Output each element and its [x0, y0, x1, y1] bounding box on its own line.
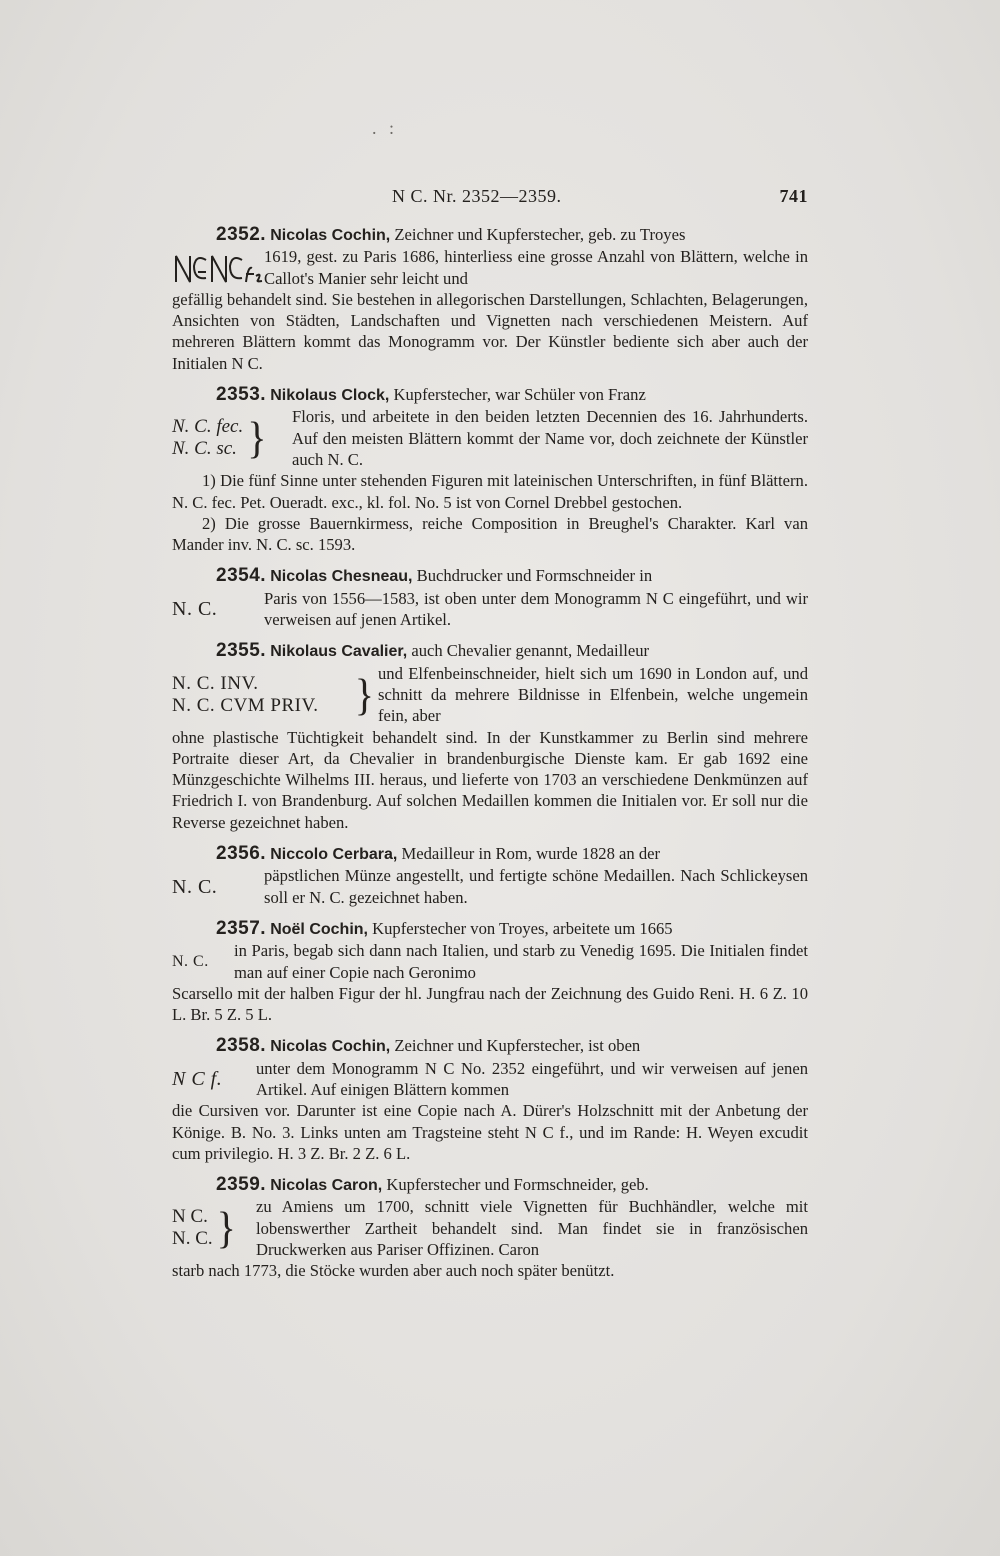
monogram-line: N. C. sc. [172, 438, 237, 460]
brace: } [354, 669, 374, 719]
monogram: N. C. [172, 952, 209, 970]
monogram-image [172, 248, 264, 288]
monogram-block [172, 663, 808, 727]
entry-side-text: Paris von 1556—1583, ist oben unter dem Monogramm N C eingeführt, und wir verweisen auf jenen Artikel. [264, 588, 808, 630]
entry-side-text: Floris, und arbeitete in den beiden letzten Decennien des 16. Jahrhunderts. Auf den meisten Blättern kommt der Name vor, doch zeichnete der Künstler auch N. C. [292, 407, 808, 469]
entry-2353 [172, 384, 808, 555]
entry-head-text: auch Chevalier genannt, Medailleur [411, 641, 650, 661]
entry-body: starb nach 1773, die Stöcke wurden aber auch noch später benützt. [172, 1261, 615, 1281]
monogram: N. C. [172, 875, 218, 898]
entry-side-text: und Elfenbeinschneider, hielt sich um 1690 in London auf, und schnitt da mehrere Bildnisse in Elfenbein, welche ungemein fein, aber [378, 663, 808, 726]
page-number: 741 [779, 186, 808, 206]
entry-head-text: Kupferstecher von Troyes, arbeitete um 1665 [372, 918, 673, 938]
monogram-line: N. C. fec. [172, 416, 244, 438]
entry-side-text: unter dem Monogramm N C No. 2352 eingeführt, und wir verweisen auf jenen Artikel. Auf einigen Blättern kommen [256, 1058, 808, 1099]
entry-side-text: in Paris, begab sich dann nach Italien, und starb zu Venedig 1695. Die Initialen findet man auf einer Copie nach Geronimo [234, 941, 808, 982]
entry-head-text: Kupferstecher, war Schüler von Franz [393, 385, 646, 405]
entry-body: gefällig behandelt sind. Sie bestehen in allegorischen Darstellungen, Schlachten, Belagerungen, Ansichten von Städten, Landschaften und Vignetten nach verschiedenen Meistern. Auf mehreren Blättern kommt das Monogramm vor. Der Künstler bediente sich aber auch der Initialen N C. [172, 289, 808, 373]
entry-head-text: Medailleur in Rom, wurde 1828 an der [401, 844, 661, 864]
monogram-block [172, 1058, 808, 1101]
monogram-line: N. C. INV. [172, 672, 259, 694]
monogram-block [172, 406, 808, 470]
entry-2354 [172, 565, 808, 630]
monogram: N C f. [172, 1067, 223, 1090]
entry-2357 [172, 918, 808, 1025]
artist-name: Nicolas Caron, [270, 1177, 383, 1195]
entry-heading [172, 565, 808, 587]
entry-head-text: Kupferstecher und Formschneider, geb. [386, 1175, 649, 1195]
monogram-lines [172, 1203, 256, 1253]
entry-number: 2358. [216, 1035, 267, 1057]
entry-paragraph: 1) Die fünf Sinne unter stehenden Figuren mit lateinischen Unterschriften, in fünf Blättern. N. C. fec. Pet. Oueradt. exc., kl. fol. No. 5 ist von Cornel Drebbel gestochen. [172, 471, 808, 512]
entry-2358 [172, 1035, 808, 1164]
monogram-block [172, 246, 808, 289]
entry-2359 [172, 1174, 808, 1281]
entry-head-text: Zeichner und Kupferstecher, ist oben [394, 1036, 641, 1056]
entry-heading [172, 224, 808, 246]
entry-side-text: zu Amiens um 1700, schnitt viele Vignetten für Buchhändler, welche mit lobenswerther Zartheit behandelt sind. Man findet sie in französischen Druckwerken aus Pariser Offizinen. Caron [256, 1197, 808, 1260]
artist-name: Noël Cochin, [270, 920, 368, 938]
stray-marks: . : [372, 118, 399, 138]
entry-number: 2352. [216, 224, 267, 245]
entry-side-text: päpstlichen Münze angestellt, und fertigte schöne Medaillen. Nach Schlickeysen soll er N. C. gezeichnet haben. [264, 866, 808, 907]
artist-name: Nikolaus Clock, [270, 387, 390, 405]
header-title: N C. Nr. 2352—2359. [392, 186, 562, 206]
entry-number: 2353. [216, 384, 267, 406]
monogram-line: N. C. CVM PRIV. [172, 694, 319, 716]
brace: } [247, 413, 267, 463]
monogram-block [172, 940, 808, 983]
monogram-lines [172, 413, 292, 463]
monogram-block [172, 1196, 808, 1260]
artist-name: Nicolas Chesneau, [270, 568, 413, 586]
entry-body: ohne plastische Tüchtigkeit behandelt sind. In der Kunstkammer zu Berlin sind mehrere Portraite dieser Art, da Chevalier in brandenburgische Dienste kam. Er gab 1692 eine Münzgeschichte Wilhelms III. heraus, und lieferte von 1703 an verschiedene Denkmünzen auf Friedrich I. von Brandenburg. Auf solchen Medaillen kommen die Initialen vor. Er soll nur die Reverse gezeichnet haben. [172, 727, 808, 832]
artist-name: Nikolaus Cavalier, [270, 643, 408, 661]
entry-number: 2354. [216, 565, 267, 587]
monogram-lines [172, 669, 378, 719]
artist-name: Nicolas Cochin, [270, 227, 391, 244]
entry-2352 [172, 224, 808, 374]
entry-heading [172, 384, 808, 406]
monogram-line: N. C. [172, 1228, 213, 1250]
monogram: N. C. [172, 598, 218, 621]
entry-head-text: Zeichner und Kupferstecher, geb. zu Troyes [394, 225, 686, 244]
entry-body: Scarsello mit der halben Figur der hl. Jungfrau nach der Zeichnung des Guido Reni. H. 6 Z. 10 L. Br. 5 Z. 5 L. [172, 983, 808, 1025]
entry-heading [172, 843, 808, 865]
body-text [172, 224, 808, 1282]
artist-name: Nicolas Cochin, [270, 1038, 391, 1056]
entry-head-text: Buchdrucker und Formschneider in [416, 566, 653, 586]
entry-number: 2357. [216, 917, 267, 939]
entry-heading [172, 918, 808, 940]
monogram-block [172, 588, 808, 631]
entry-heading [172, 1035, 808, 1057]
entry-number: 2355. [216, 640, 267, 662]
entry-heading [172, 1174, 808, 1196]
entry-number: 2356. [216, 843, 267, 865]
artist-name: Niccolo Cerbara, [270, 846, 398, 864]
entry-heading [172, 640, 808, 662]
entry-number: 2359. [216, 1174, 267, 1196]
running-header [172, 182, 808, 212]
entry-side-text: 1619, gest. zu Paris 1686, hinterliess eine grosse Anzahl von Blättern, welche in Callot's Manier sehr leicht und [264, 247, 808, 288]
entry-2356 [172, 843, 808, 908]
entry-body: die Cursiven vor. Darunter ist eine Copie nach A. Dürer's Holzschnitt mit der Anbetung der Könige. B. No. 3. Links unten am Tragsteine steht N C f., und im Rande: H. Weyen excudit cum privilegio. H. 3 Z. Br. 2 Z. 6 L. [172, 1101, 808, 1163]
entry-paragraph: 2) Die grosse Bauernkirmess, reiche Composition in Breughel's Charakter. Karl van Mander inv. N. C. sc. 1593. [172, 513, 808, 555]
entry-2355 [172, 640, 808, 833]
brace: } [216, 1203, 236, 1253]
monogram-line: N C. [172, 1206, 208, 1228]
monogram-block [172, 865, 808, 908]
